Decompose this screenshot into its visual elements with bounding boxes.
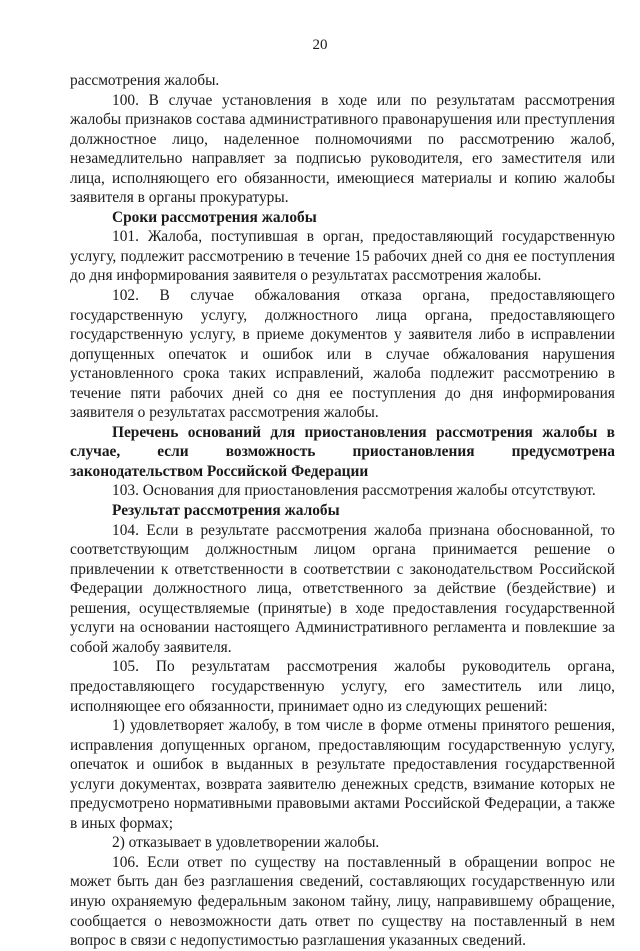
paragraph-106: 106. Если ответ по существу на поставленный в обращении вопрос не может быть дан без разглашения сведений, составляющих государственную или иную охраняемую федеральным законом тайну, лицу, направившему обращение, сообщается о невозможности дать ответ по существу на поставленный в нем вопрос в связи с недопустимостью разглашения указанных сведений. bbox=[70, 853, 615, 950]
paragraph-100: 100. В случае установления в ходе или по результатам рассмотрения жалобы признаков состава административного правонарушения или преступления должностное лицо, наделенное полномочиями по рассмотрению жалоб, незамедлительно направляет за подписью руководителя, его заместителя или лица, исполняющего его обязанности, имеющиеся материалы и копию жалобы заявителя в органы прокуратуры. bbox=[70, 91, 615, 207]
section-heading-suspension: Перечень оснований для приостановления рассмотрения жалобы в случае, если возможность приостановления предусмотрена законодательством Российской Федерации bbox=[70, 423, 615, 480]
section-heading-terms: Сроки рассмотрения жалобы bbox=[112, 208, 317, 226]
paragraph-101: 101. Жалоба, поступившая в орган, предоставляющий государственную услугу, подлежит рассмотрению в течение 15 рабочих дней со дня ее поступления до дня информирования заявителя о результатах рассмотрения жалобы. bbox=[70, 228, 615, 285]
paragraph-continuation: рассмотрения жалобы. bbox=[70, 72, 220, 89]
section-heading-result: Результат рассмотрения жалобы bbox=[112, 502, 340, 520]
page-number: 20 bbox=[312, 37, 328, 53]
list-item-2: 2) отказывает в удовлетворении жалобы. bbox=[112, 834, 380, 852]
paragraph-104: 104. Если в результате рассмотрения жалоба признана обоснованной, то соответствующим должностным лицом органа принимается решение о привлечении к ответственности в соответствии с законодательством Российской Федерации должностного лица, ответственного за действие (бездействие) и решения, осуществляемые (принятые) в ходе предоставления государственной услуги на основании настоящего Административного регламента и повлекшие за собой жалобу заявителя. bbox=[70, 521, 615, 656]
document-body bbox=[70, 71, 615, 951]
paragraph-102: 102. В случае обжалования отказа органа, предоставляющего государственную услугу, должностного лица органа, предоставляющего государственную услугу, в приеме документов у заявителя либо в исправлении допущенных опечаток и ошибок или в случае обжалования нарушения установленного срока таких исправлений, жалоба подлежит рассмотрению в течение пяти рабочих дней со дня ее поступления до дня информирования заявителя о результатах рассмотрения жалобы. bbox=[70, 287, 615, 422]
list-item-1: 1) удовлетворяет жалобу, в том числе в форме отмены принятого решения, исправления допущенных органом, предоставляющим государственную услугу, опечаток и ошибок в выданных в результате предоставления государственной услуги документах, возврата заявителю денежных средств, взимание которых не предусмотрено нормативными правовыми актами Российской Федерации, а также в иных формах; bbox=[70, 717, 615, 832]
paragraph-105: 105. По результатам рассмотрения жалобы руководитель органа, предоставляющего государственную услугу, его заместитель или лицо, исполняющее его обязанности, принимает одно из следующих решений: bbox=[70, 658, 615, 715]
paragraph-103: 103. Основания для приостановления рассмотрения жалобы отсутствуют. bbox=[112, 482, 596, 500]
